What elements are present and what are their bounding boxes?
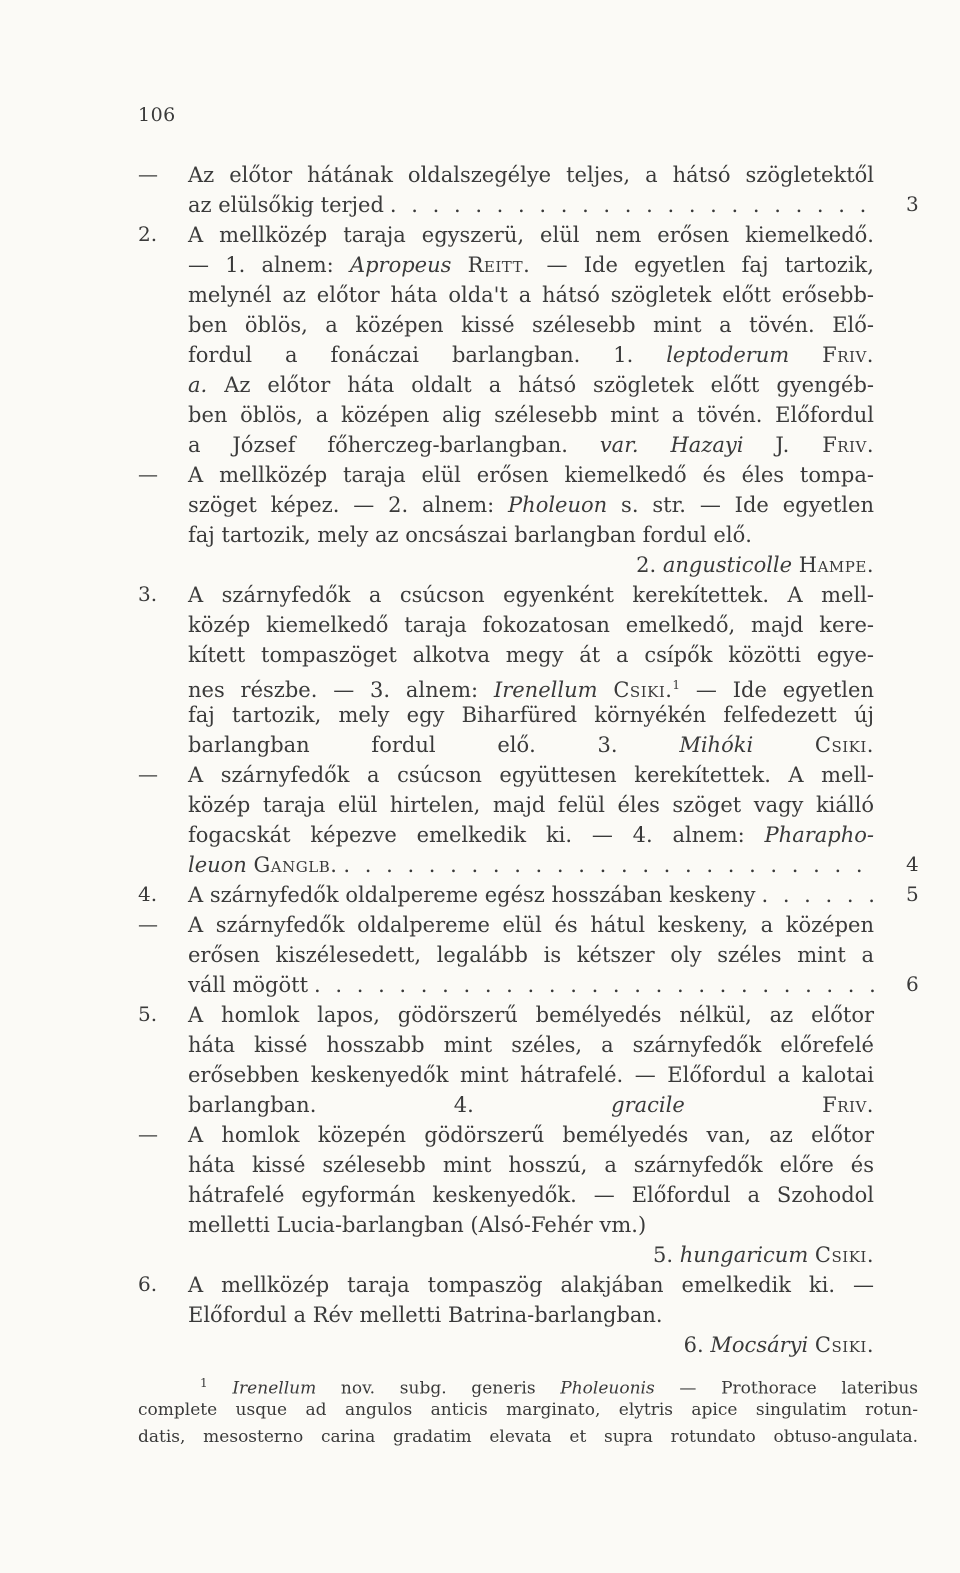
item-mark: 2. bbox=[138, 222, 158, 246]
variety-mark: a. bbox=[188, 373, 208, 397]
line-text bbox=[454, 1093, 874, 1117]
line-text bbox=[598, 733, 874, 757]
species-number: 3. bbox=[597, 733, 618, 757]
species-number: 1. bbox=[613, 343, 634, 367]
leader-dots bbox=[755, 880, 874, 910]
line-text: váll mögött bbox=[188, 973, 309, 997]
line-text bbox=[188, 850, 337, 880]
text-line bbox=[188, 970, 874, 1000]
line-text: — Ide egyetlen bbox=[695, 678, 874, 702]
footnote-line: datis, mesosterno carina gradatim elevata et supra rotundato obtuso-angulata. bbox=[138, 1427, 918, 1447]
line-text: barlangban. bbox=[188, 1093, 317, 1117]
text-line bbox=[188, 730, 874, 760]
text-line bbox=[188, 370, 874, 400]
text-line: A szárnyfedők oldalpereme elül és hátul keskeny, a középen bbox=[188, 913, 874, 937]
text-line: hátrafelé egyformán keskenyedők. — Előfordul a Szohodol bbox=[188, 1183, 874, 1207]
footnote-text: nov. subg. generis bbox=[340, 1378, 536, 1399]
item-mark: — bbox=[138, 162, 158, 186]
author-name: Csiki. bbox=[814, 1243, 874, 1267]
text-line: A szárnyfedők a csúcson egyenként kerekítettek. A mell- bbox=[188, 583, 874, 607]
text-line bbox=[188, 340, 874, 370]
line-text: a József főherczeg-barlangban. bbox=[188, 433, 568, 457]
line-text: A szárnyfedők oldalpereme egész hosszában keskeny bbox=[188, 883, 756, 907]
genus-name: leuon bbox=[188, 853, 247, 877]
text-line: A homlok közepén gödörszerű bemélyedés van, az előtor bbox=[188, 1123, 874, 1147]
item-mark: — bbox=[138, 462, 158, 486]
text-line bbox=[188, 1330, 874, 1360]
text-line: háta kissé hosszabb mint széles, a szárnyfedők előrefelé bbox=[188, 1033, 874, 1057]
footnote-marker: 1 bbox=[200, 1376, 208, 1390]
text-line bbox=[188, 820, 874, 850]
text-line: kített tompaszöget alkotva megy át a csípők közötti egye- bbox=[188, 643, 874, 667]
text-line bbox=[188, 880, 874, 910]
text-line bbox=[188, 490, 874, 520]
line-text bbox=[613, 678, 680, 702]
variety-label: var. bbox=[599, 433, 639, 457]
line-text: az elülsőkig terjed bbox=[188, 193, 384, 217]
key-reference: 5 bbox=[906, 882, 919, 906]
leader-dots bbox=[308, 970, 874, 1000]
key-reference: 4 bbox=[906, 852, 919, 876]
species-number: 2. bbox=[636, 553, 657, 577]
genus-name: Irenellum bbox=[493, 678, 598, 702]
text-line: A mellközép taraja elül erősen kiemelkedő és éles tompa- bbox=[188, 463, 874, 487]
text-line: A szárnyfedők a csúcson együttesen kerekítettek. A mell- bbox=[188, 763, 874, 787]
author-name: Csiki. bbox=[814, 1333, 874, 1357]
author-name: J. Friv. bbox=[775, 433, 874, 457]
text-line: háta kissé szélesebb mint hosszú, a szárnyfedők előre és bbox=[188, 1153, 874, 1177]
text-line: A mellközép taraja egyszerü, elül nem erősen kiemelkedő. bbox=[188, 223, 874, 247]
species-number: 6. bbox=[683, 1333, 704, 1357]
species-name: leptoderum bbox=[666, 343, 790, 367]
text-line bbox=[188, 550, 874, 580]
text-line: ben öblös, a középen kissé szélesebb mint a tövén. Elő- bbox=[188, 313, 874, 337]
text-line bbox=[188, 250, 874, 280]
line-text bbox=[613, 343, 874, 367]
item-mark: 5. bbox=[138, 1002, 158, 1026]
genus-name: Irenellum bbox=[232, 1378, 317, 1399]
item-mark: — bbox=[138, 762, 158, 786]
species-name: hungaricum bbox=[679, 1243, 809, 1267]
page-number: 106 bbox=[138, 104, 176, 126]
text-line: faj tartozik, mely egy Biharfüred környékén felfedezett új bbox=[188, 703, 874, 727]
species-number: 5. bbox=[653, 1243, 674, 1267]
text-line: A homlok lapos, gödörszerű bemélyedés nélkül, az előtor bbox=[188, 1003, 874, 1027]
text-line: közép taraja elül hirtelen, majd felül éles szöget vagy kiálló bbox=[188, 793, 874, 817]
item-mark: 4. bbox=[138, 882, 158, 906]
footnote-text: — Prothorace lateribus bbox=[679, 1378, 919, 1399]
author-name: Friv. bbox=[822, 343, 874, 367]
species-number: 4. bbox=[453, 1093, 474, 1117]
line-text: Az előtor háta oldalt a hátsó szögletek előtt gyengéb- bbox=[224, 373, 874, 397]
footnote-ref: 1 bbox=[672, 678, 681, 692]
line-text: nes részbe. — 3. alnem: bbox=[188, 678, 479, 702]
item-mark: — bbox=[138, 912, 158, 936]
line-text: barlangban fordul elő. bbox=[188, 733, 536, 757]
author-name: Friv. bbox=[822, 1093, 874, 1117]
species-name: gracile bbox=[611, 1093, 685, 1117]
key-reference: 6 bbox=[906, 972, 919, 996]
footnote-line: complete usque ad angulos anticis marginato, elytris apice singulatim rotun- bbox=[138, 1400, 918, 1420]
genus-name: Apropeus bbox=[349, 253, 452, 277]
author-name: Hampe. bbox=[798, 553, 874, 577]
text-line: közép kiemelkedő taraja fokozatosan emelkedő, majd kere- bbox=[188, 613, 874, 637]
variety-name: Hazayi bbox=[670, 433, 744, 457]
text-line: erősebben keskenyedők mint hátrafelé. — Előfordul a kalotai bbox=[188, 1063, 874, 1087]
author-name: Reitt. bbox=[467, 253, 531, 277]
genus-name: Pholeuon bbox=[508, 493, 608, 517]
text-line: erősen kiszélesedett, legalább is kétszer oly széles mint a bbox=[188, 943, 874, 967]
text-line: melletti Lucia-barlangban (Alsó-Fehér vm.) bbox=[188, 1213, 647, 1237]
text-line: A mellközép taraja tompaszög alakjában emelkedik ki. — bbox=[188, 1273, 874, 1297]
line-text: — Ide egyetlen faj tartozik, bbox=[546, 253, 874, 277]
text-line bbox=[188, 1090, 874, 1120]
item-mark: — bbox=[138, 1122, 158, 1146]
text-line bbox=[188, 430, 874, 460]
author-name: Csiki. bbox=[814, 733, 874, 757]
genus-name: Pharapho- bbox=[764, 823, 874, 847]
item-mark: 6. bbox=[138, 1272, 158, 1296]
line-text: — 1. alnem: bbox=[188, 253, 334, 277]
line-text bbox=[600, 433, 874, 457]
line-text: s. str. — Ide egyetlen bbox=[621, 493, 874, 517]
item-mark: 3. bbox=[138, 582, 158, 606]
author-name: Ganglb. bbox=[253, 853, 338, 877]
leader-dots bbox=[384, 190, 874, 220]
text-line: Előfordul a Rév melletti Batrina-barlangban. bbox=[188, 1303, 663, 1327]
species-name: angusticolle bbox=[662, 553, 793, 577]
text-line: ben öblös, a középen alig szélesebb mint a tövén. Előfordul bbox=[188, 403, 874, 427]
text-line: Az előtor hátának oldalszegélye teljes, a hátsó szögletektől bbox=[188, 163, 874, 187]
line-text: fogacskát képezve emelkedik ki. — 4. alnem: bbox=[188, 823, 745, 847]
species-name: Mocsáryi bbox=[710, 1333, 809, 1357]
key-reference: 3 bbox=[906, 192, 919, 216]
text-line bbox=[188, 850, 874, 880]
genus-name: Pholeuonis bbox=[560, 1378, 655, 1399]
text-line bbox=[188, 190, 874, 220]
line-text: szöget képez. — 2. alnem: bbox=[188, 493, 495, 517]
text-line: faj tartozik, mely az oncsászai barlangban fordul elő. bbox=[188, 523, 752, 547]
species-name: Mihóki bbox=[679, 733, 754, 757]
line-text: fordul a fonáczai barlangban. bbox=[188, 343, 581, 367]
text-line: melynél az előtor háta olda't a hátsó szögletek előtt erősebb- bbox=[188, 283, 874, 307]
text-line bbox=[188, 1240, 874, 1270]
leader-dots bbox=[337, 850, 874, 880]
author-name: Csiki. bbox=[613, 678, 673, 702]
